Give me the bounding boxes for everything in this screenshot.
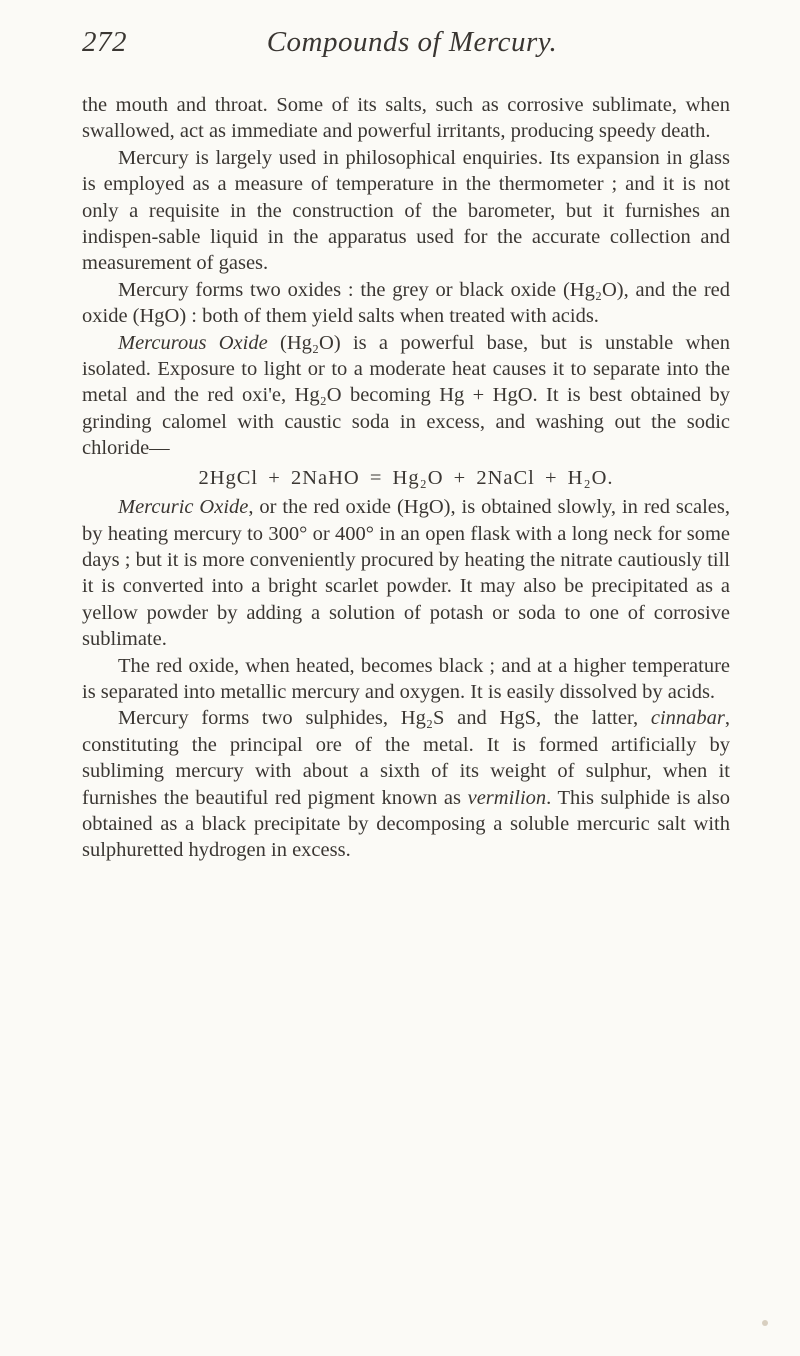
paragraph-philosophical-uses: [82, 145, 730, 277]
paragraph-sulphides: [82, 705, 730, 863]
term-cinnabar: cinnabar: [650, 707, 725, 730]
paper-stain: [762, 1320, 768, 1326]
paragraph-mercuric-oxide: [82, 494, 730, 652]
paragraph-two-oxides: [82, 277, 730, 330]
term-vermilion: vermilion: [467, 786, 547, 809]
paragraph-text: the mouth and throat. Some of its salts, such as corrosive sublimate, when swallowed, act as immediate and powerful irritants, producing speedy death.: [82, 94, 730, 143]
page-number: 272: [82, 26, 127, 58]
paragraph-continuation: [82, 92, 730, 145]
paragraph-text: The red oxide, when heated, becomes black ; and at a higher temperature is separated into metallic mercury and oxygen. It is easily dissolved by acids.: [82, 654, 730, 703]
paragraph-text: Mercury forms two oxides : the grey or black oxide (Hg₂O), and the red oxide (HgO) : both of them yield salts when treated with acids.: [82, 278, 730, 328]
chemical-equation: 2HgCl + 2NaHO = Hg₂O + 2NaCl + H₂O.: [198, 466, 614, 489]
page-header: [82, 26, 742, 76]
paragraph-text: , or the red oxide (HgO), is obtained slowly, in red scales, by heating mercury to 300° or 400° in an open flask with a long neck for some days ; but it is more conveniently procured by heating the nitrate cautiously till it is converted into a bright scarlet powder. It may also be precipitated as a yellow powder by adding a solution of potash or soda to one of corrosive sublimate.: [82, 496, 731, 651]
term-mercurous-oxide: Mercurous Oxide: [118, 331, 268, 354]
paragraph-text: Mercury forms two sulphides, Hg₂S and HgS, the latter,: [118, 707, 651, 730]
body-text: [82, 92, 730, 864]
paragraph-text: . This sulphide is also obtained as a black precipitate by decomposing a soluble mercuric salt with sulphuretted hydrogen in excess.: [82, 786, 730, 862]
paragraph-red-oxide-heated: [82, 653, 730, 706]
running-title: Compounds of Mercury.: [266, 26, 558, 58]
term-mercuric-oxide: Mercuric Oxide: [118, 496, 249, 519]
paragraph-text: (Hg₂O) is a powerful base, but is unstable when isolated. Exposure to light or to a moderate heat causes it to separate into the metal and the red oxi'e, Hg₂O becoming Hg + HgO. It is best obtained by grinding calomel with caustic soda in excess, and washing out the sodic chloride—: [82, 331, 730, 460]
paragraph-mercurous-oxide: [82, 330, 730, 462]
paragraph-text: Mercury is largely used in philosophical enquiries. Its expansion in glass is employed as a measure of temperature in the thermometer ; and it is not only a requisite in the construction of the barometer, but it furnishes an indispen-sable liquid in the apparatus used for the accurate collection and measurement of gases.: [82, 146, 730, 275]
paragraph-text: , constituting the principal ore of the metal. It is formed artificially by subliming mercury with about a sixth of its weight of sulphur, when it furnishes the beautiful red pigment known as: [82, 707, 730, 809]
